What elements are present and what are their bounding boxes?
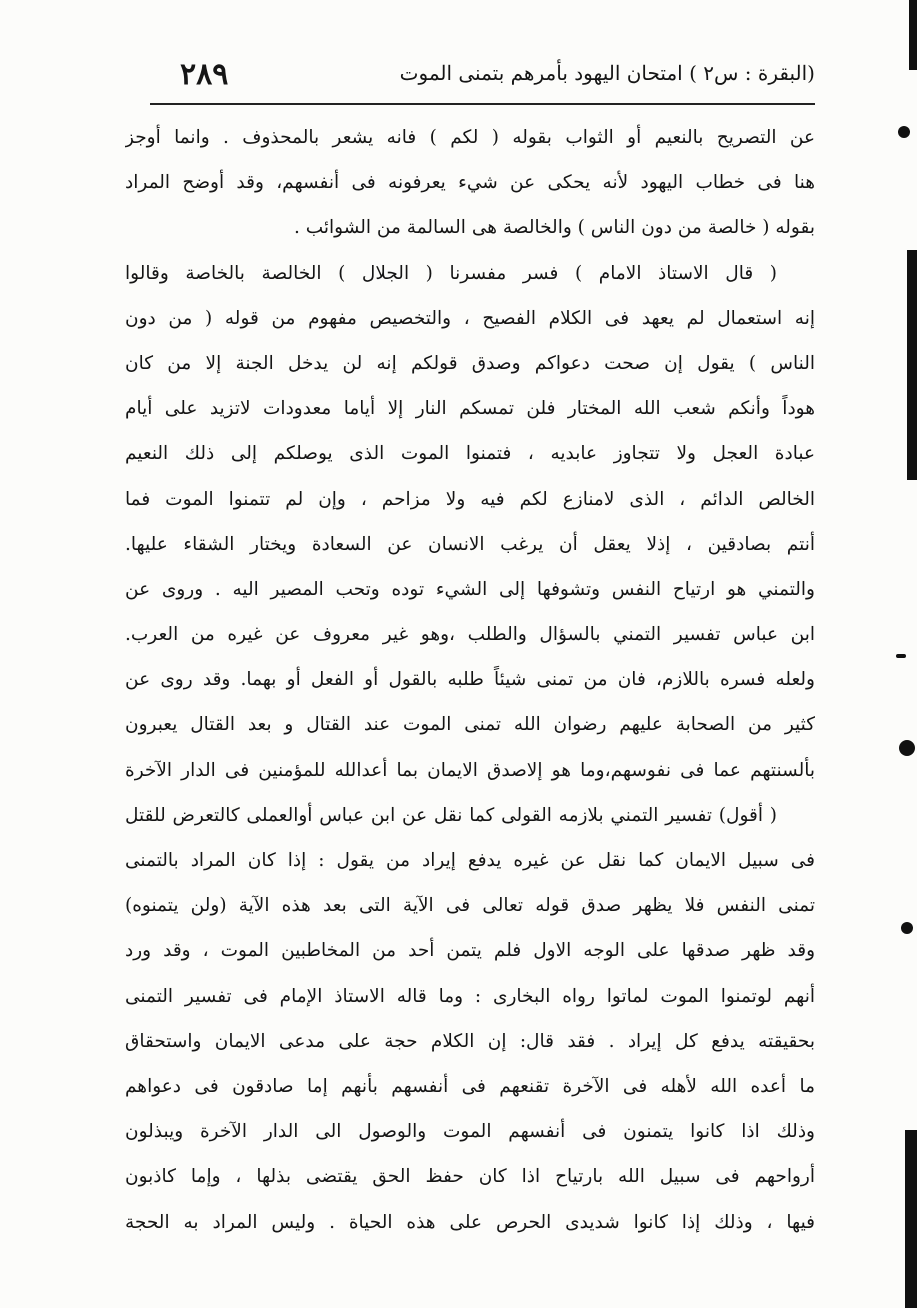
body-text xyxy=(125,115,815,1245)
text-line: عبادة العجل ولا تتجاوز عابديه ، فتمنوا الموت الذى يوصلكم إلى ذلك النعيم xyxy=(125,443,815,465)
header-rule xyxy=(150,103,815,105)
text-line: أنهم لوتمنوا الموت لماتوا رواه البخارى : وما قاله الاستاذ الإمام فى تفسير التمنى xyxy=(125,985,815,1007)
scan-speck xyxy=(899,740,915,756)
text-line: ما أعده الله لأهله فى الآخرة تقنعهم فى أنفسهم بأنهم إما صادقون فى دعواهم xyxy=(125,1075,815,1097)
text-line: أرواحهم فى سبيل الله بارتياح اذا كان حفظ الحق يقتضى بذلها ، وإما كاذبون xyxy=(125,1166,815,1188)
scan-speck xyxy=(896,654,906,658)
text-line: بألسنتهم عما فى نفوسهم،وما هو إلاصدق الايمان بما أعدالله للمؤمنين فى الدار الآخرة xyxy=(125,759,815,781)
text-line: الناس ) يقول إن صحت دعواكم وصدق قولكم إنه لن يدخل الجنة إلا من كان xyxy=(125,352,815,374)
page-header xyxy=(150,55,815,103)
scan-speck xyxy=(898,126,910,138)
text-line: ( أقول) تفسير التمني بلازمه القولى كما نقل عن ابن عباس أوالعملى كالتعرض للقتل xyxy=(125,804,777,826)
text-line: ( قال الاستاذ الامام ) فسر مفسرنا ( الجلال ) الخالصة بالخاصة وقالوا xyxy=(125,262,777,284)
text-line: كثير من الصحابة عليهم رضوان الله تمنى الموت عند القتال و بعد القتال يعبرون xyxy=(125,714,815,736)
text-line: فى سبيل الايمان كما نقل عن غيره يدفع إيراد من يقول : إذا كان المراد بالتمنى xyxy=(125,850,815,871)
text-line: بحقيقته يدفع كل إيراد . فقد قال: إن الكلام حجة على مدعى الايمان واستحقاق xyxy=(125,1030,815,1052)
scan-edge-shadow xyxy=(907,250,917,480)
text-line: إنه استعمال لم يعهد فى الكلام الفصيح ، والتخصيص مفهوم من قوله ( من دون xyxy=(125,307,815,329)
text-line: الخالص الدائم ، الذى لامنازع لكم فيه ولا مزاحم ، وإن لم تتمنوا الموت فما xyxy=(125,488,815,510)
text-line: تمنى النفس فلا يظهر صدق قوله تعالى فى الآية التى بعد هذه الآية (ولن يتمنوه) xyxy=(125,895,815,917)
scan-speck xyxy=(901,922,913,934)
text-line: والتمني هو ارتياح النفس وتشوفها إلى الشيء توده وتحب المصير اليه . وروى عن xyxy=(125,578,815,600)
text-line: بقوله ( خالصة من دون الناس ) والخالصة هى السالمة من الشوائب . xyxy=(293,217,815,239)
scan-edge-shadow xyxy=(905,1130,917,1308)
text-line: وذلك اذا كانوا يتمنون فى أنفسهم الموت والوصول الى الدار الآخرة ويبذلون xyxy=(125,1121,815,1143)
running-title: (البقرة : س٢ ) امتحان اليهود بأمرهم بتمنى الموت xyxy=(399,61,815,85)
text-line: أنتم بصادقين ، إذلا يعقل أن يرغب الانسان عن السعادة ويختار الشقاء عليها. xyxy=(125,533,815,555)
scan-edge-shadow xyxy=(909,0,917,70)
text-line: وقد ظهر صدقها على الوجه الاول فلم يتمن أحد من المخاطبين الموت ، وقد ورد xyxy=(125,940,815,962)
page-number: ٢٨٩ xyxy=(180,57,229,92)
text-line: فيها ، وذلك إذا كانوا شديدى الحرص على هذه الحياة . وليس المراد به الحجة xyxy=(125,1211,815,1233)
text-line: هنا فى خطاب اليهود لأنه يحكى عن شيء يعرفونه فى أنفسهم، وقد أوضح المراد xyxy=(125,172,815,194)
text-line: هوداً وأنكم شعب الله المختار فلن تمسكم النار إلا أياما معدودات لاتزيد على أيام xyxy=(125,398,815,420)
text-line: ابن عباس تفسير التمني بالسؤال والطلب ،وهو غير معروف عن غيره من العرب. xyxy=(125,624,815,646)
text-line: ولعله فسره باللازم، فان من تمنى شيئاً طلبه بالقول أو الفعل أو بهما. وقد روى عن xyxy=(125,669,815,691)
text-line: عن التصريح بالنعيم أو الثواب بقوله ( لكم ) فانه يشعر بالمحذوف . وانما أوجز xyxy=(125,127,815,148)
